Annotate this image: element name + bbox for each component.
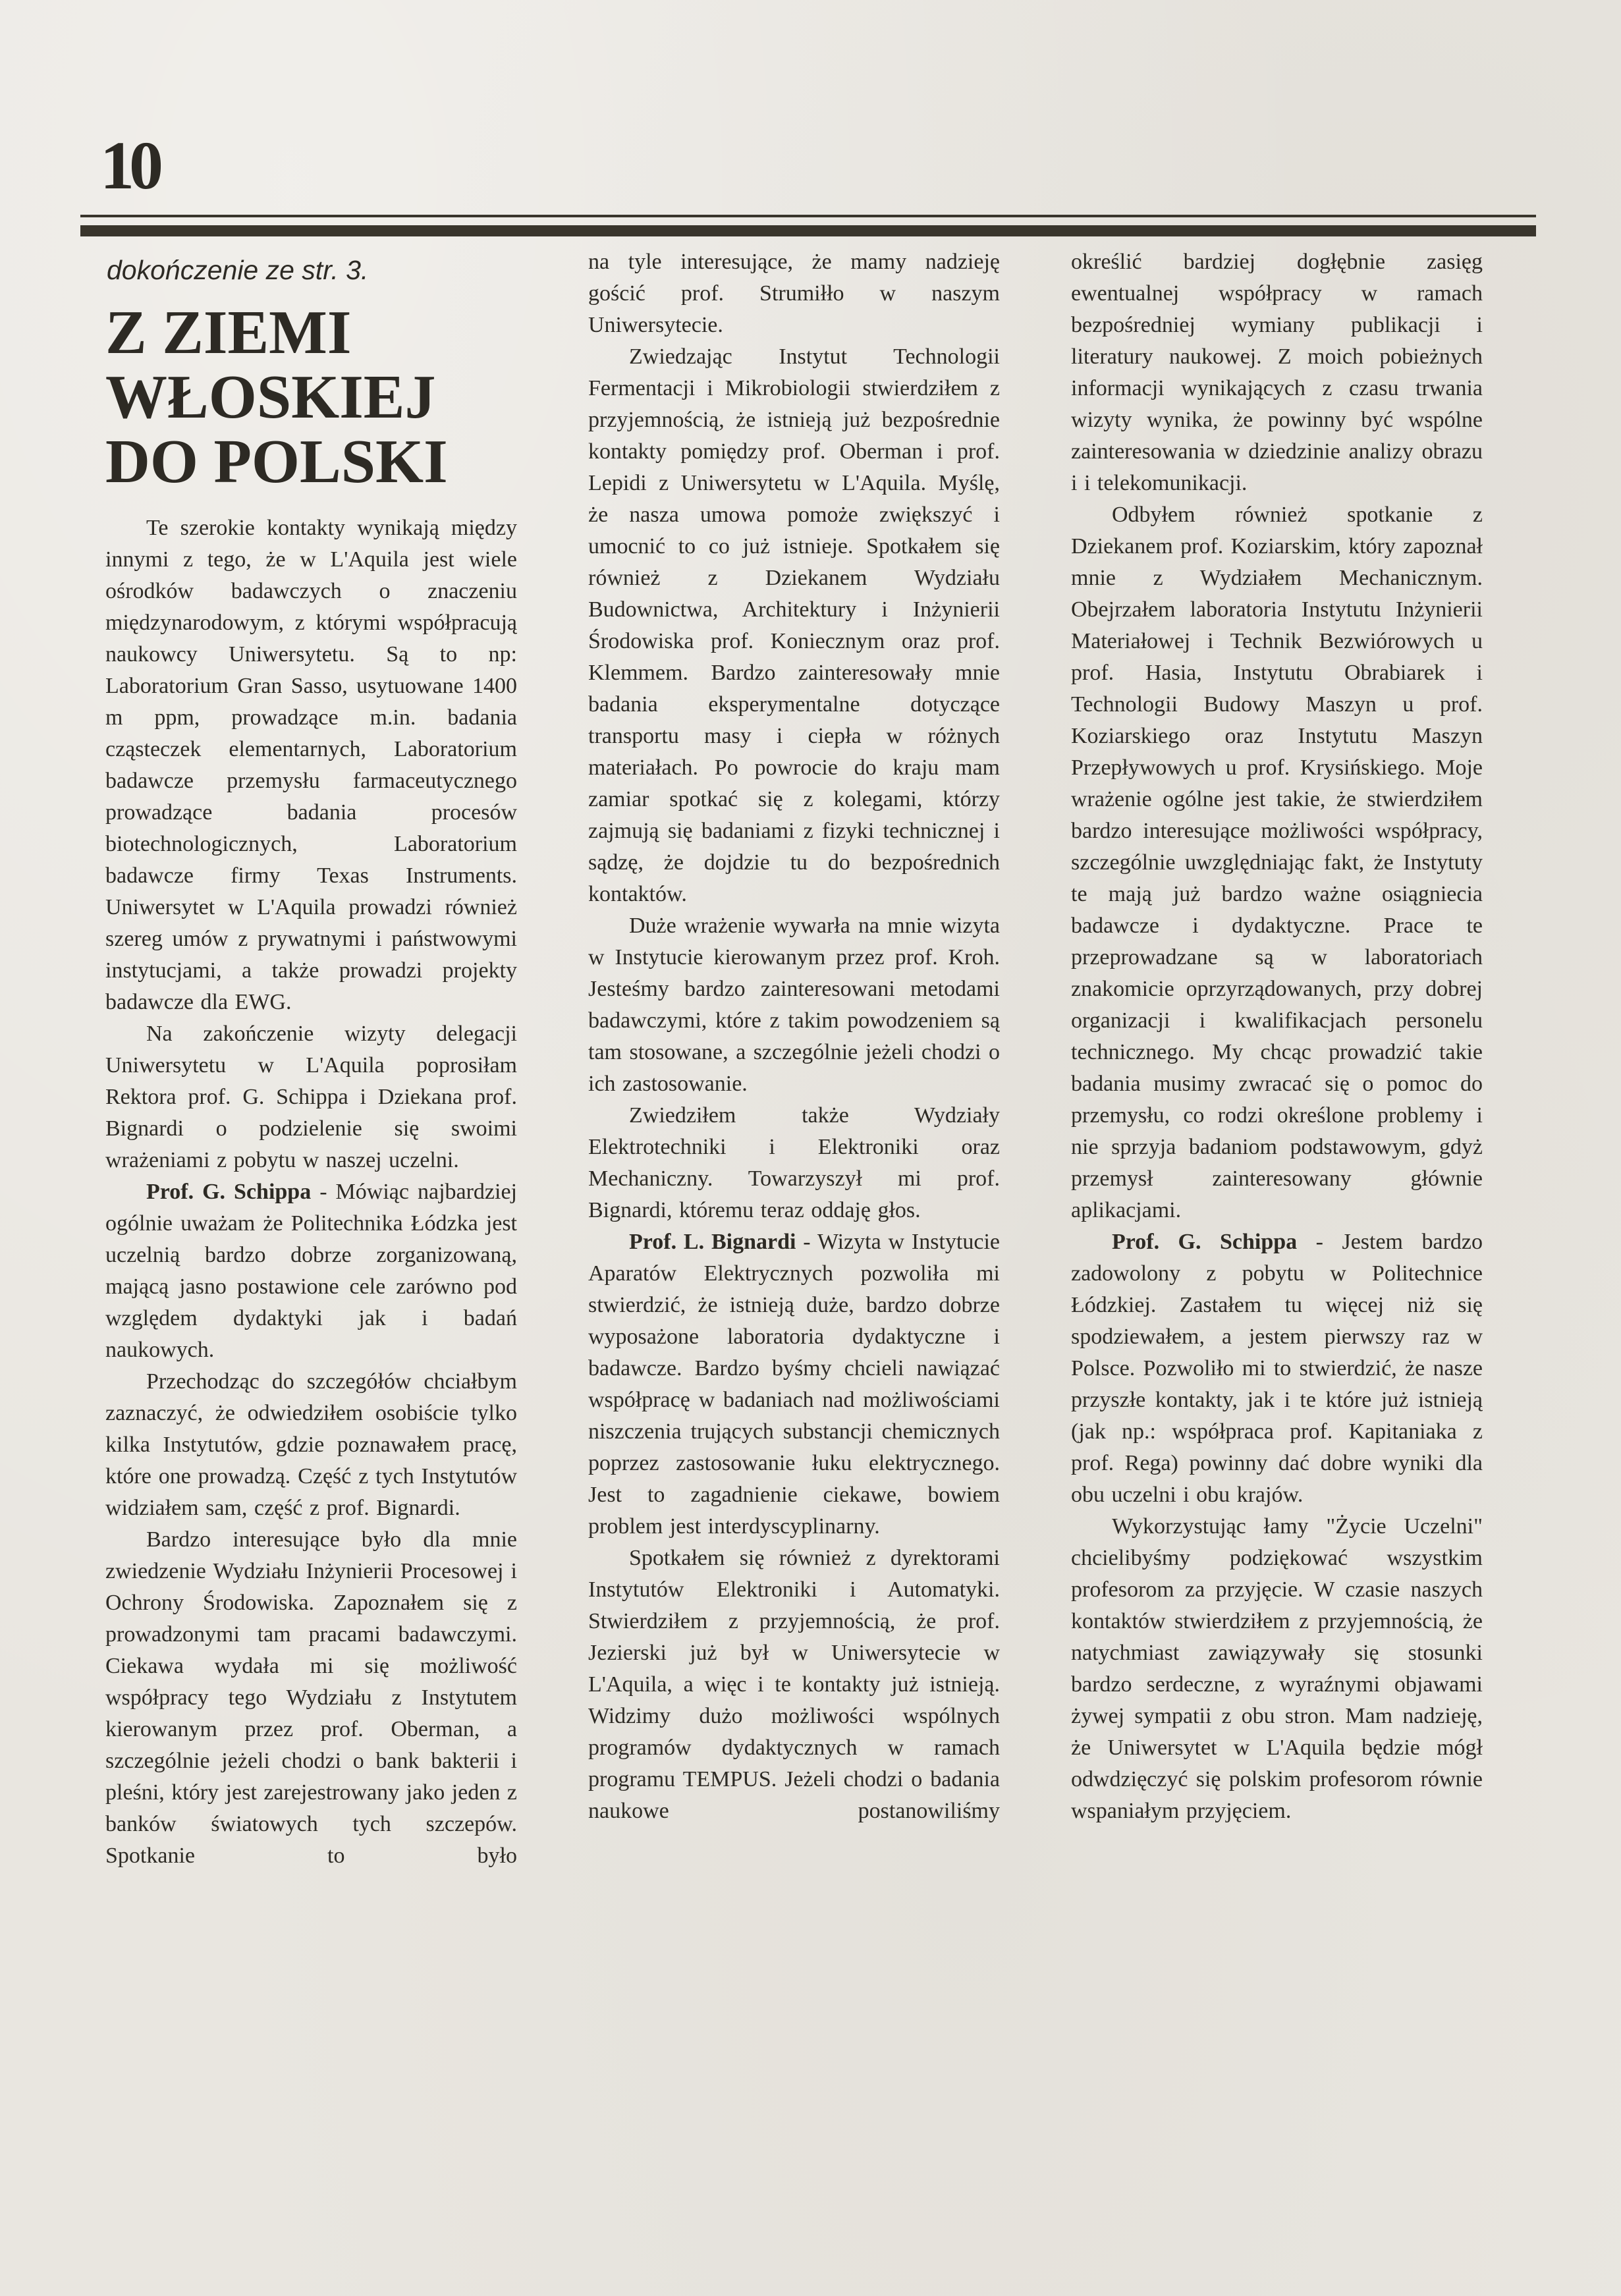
article-column-3 [1071,246,1483,2222]
paragraph: Spotkałem się również z dyrektorami Instytutów Elektroniki i Automatyki. Stwierdziłem z przyjemnością, że prof. Jezierski już był w Uniwersytecie w L'Aquila, a więc i te kontakty już istnieją. Widzimy dużo możliwości wspólnych programów dydaktycznych w ramach programu TEMPUS. Jeżeli chodzi o badania naukowe postanowiliśmy [588,1546,1000,1823]
article-headline: Z ZIEMI WŁOSKIEJ DO POLSKI [105,298,448,496]
continuation-note: dokończenie ze str. 3. [107,255,369,285]
article-columns [105,246,1483,2222]
paragraph: Na zakończenie wizyty delegacji Uniwersytetu w L'Aquila poprosiłam Rektora prof. G. Schippa i Dziekana prof. Bignardi o podzielenie się swoimi wrażeniami z pobytu w naszej uczelni. [105,1022,517,1173]
speaker-name: Prof. G. Schippa [1112,1230,1298,1254]
speaker-name: Prof. L. Bignardi [629,1230,796,1254]
paragraph: określić bardziej dogłębnie zasięg ewentualnej współpracy w ramach bezpośredniej wymiany publikacji i literatury naukowej. Z moich pobieżnych informacji wynikających z czasu trwania wizyty wynika, że powinny być wspólne zainteresowania w dziedzinie analizy obrazu i i telekomunikacji. [1071,250,1483,495]
column-body [588,246,1000,1827]
speaker-name: Prof. G. Schippa [146,1180,312,1205]
paragraph: Zwiedziłem także Wydziały Elektrotechniki i Elektroniki oraz Mechaniczny. Towarzyszył mi prof. Bignardi, któremu teraz oddaję głos. [588,1103,1000,1222]
page-number: 10 [100,128,158,204]
column-body [105,512,517,1872]
paragraph: Prof. G. Schippa - Jestem bardzo zadowolony z pobytu w Politechnice Łódzkiej. Zastałem tu więcej niż się spodziewałem, a jestem pierwszy raz w Polsce. Pozwoliło mi to stwierdzić, że nasze przyszłe kontakty, jak i te które już istnieją (jak np.: współpraca prof. Kapitaniaka z prof. Rega) powinny dać dobre wyniki dla obu uczelni i obu krajów. [1071,1230,1483,1507]
paragraph: na tyle interesujące, że mamy nadzieję gościć prof. Strumiłło w naszym Uniwersytecie. [588,250,1000,337]
column-body [1071,246,1483,1827]
article-column-1 [105,246,517,2222]
paragraph: Bardzo interesujące było dla mnie zwiedzenie Wydziału Inżynierii Procesowej i Ochrony Środowiska. Zapoznałem się z prowadzonymi tam pracami badawczymi. Ciekawa wydała mi się możliwość współpracy tego Wydziału z Instytutem kierowanym przez prof. Oberman, a szczególnie jeżeli chodzi o bank bakterii i pleśni, który jest zarejestrowany jako jeden z banków światowych tych szczepów. Spotkanie to było [105,1527,517,1869]
article-column-2 [588,246,1000,2222]
paragraph: Przechodząc do szczegółów chciałbym zaznaczyć, że odwiedziłem osobiście tylko kilka Instytutów, gdzie poznawałem pracę, które one prowadzą. Część z tych Instytutów widziałem sam, część z prof. Bignardi. [105,1369,517,1521]
header-rule-thin [80,215,1536,217]
paragraph: Te szerokie kontakty wynikają między innymi z tego, że w L'Aquila jest wiele ośrodków badawczych o znaczeniu międzynarodowym, z którymi współpracują naukowcy Uniwersytetu. Są to np: Laboratorium Gran Sasso, usytuowane 1400 m ppm, prowadzące m.in. badania cząsteczek elementarnych, Laboratorium badawcze przemysłu farmaceutycznego prowadzące badania procesów biotechnologicznych, Laboratorium badawcze firmy Texas Instruments. Uniwersytet w L'Aquila prowadzi również szereg umów z prywatnymi i państwowymi instytucjami, a także prowadzi projekty badawcze dla EWG. [105,516,517,1015]
paragraph: Prof. L. Bignardi - Wizyta w Instytucie Aparatów Elektrycznych pozwoliła mi stwierdzić, że istnieją duże, bardzo dobrze wyposażone laboratoria dydaktyczne i badawcze. Bardzo byśmy chcieli nawiązać współpracę w badaniach nad możliwościami niszczenia trujących substancji chemicznych poprzez zastosowanie łuku elektrycznego. Jest to zagadnienie ciekawe, bowiem problem jest interdyscyplinarny. [588,1230,1000,1539]
paragraph: Zwiedzając Instytut Technologii Fermentacji i Mikrobiologii stwierdziłem z przyjemnością, że istnieją już bezpośrednie kontakty pomiędzy prof. Oberman i prof. Lepidi z Uniwersytetu w L'Aquila. Myślę, że nasza umowa pomoże zwiększyć i umocnić to co już istnieje. Spotkałem się również z Dziekanem Wydziału Budownictwa, Architektury i Inżynierii Środowiska prof. Koniecznym oraz prof. Klemmem. Bardzo zainteresowały mnie badania eksperymentalne dotyczące transportu masy i ciepła w różnych materiałach. Po powrocie do kraju mam zamiar spotkać się z kolegami, którzy zajmują się badaniami z fizyki technicznej i sądzę, że dojdzie tu do bezpośrednich kontaktów. [588,344,1000,906]
paragraph: Wykorzystując łamy "Życie Uczelni" chcielibyśmy podziękować wszystkim profesorom za przyjęcie. W czasie naszych kontaktów stwierdziłem z przyjemnością, że natychmiast zawiązywały się stosunki bardzo serdeczne, z wyraźnymi objawami żywej sympatii z obu stron. Mam nadzieję, że Uniwersytet w L'Aquila będzie mógł odwdzięczyć się polskim profesorom równie wspaniałym przyjęciem. [1071,1514,1483,1823]
paragraph: Prof. G. Schippa - Mówiąc najbardziej ogólnie uważam że Politechnika Łódzka jest uczelnią bardzo dobrze zorganizowaną, mającą jasno postawione cele zarówno pod względem dydaktyki jak i badań naukowych. [105,1180,517,1363]
paragraph: Duże wrażenie wywarła na mnie wizyta w Instytucie kierowanym przez prof. Kroh. Jesteśmy bardzo zainteresowani metodami badawczymi, które z takim powodzeniem są tam stosowane, a szczególnie jeżeli chodzi o ich zastosowanie. [588,914,1000,1096]
header-rule-thick [80,225,1536,236]
paragraph: Odbyłem również spotkanie z Dziekanem prof. Koziarskim, który zapoznał mnie z Wydziałem Mechanicznym. Obejrzałem laboratoria Instytutu Inżynierii Materiałowej i Technik Bezwiórowych u prof. Hasia, Instytutu Obrabiarek i Technologii Budowy Maszyn u prof. Koziarskiego oraz Instytutu Maszyn Przepływowych u prof. Krysińskiego. Moje wrażenie ogólne jest takie, że stwierdziłem bardzo interesujące możliwości współpracy, szczególnie uwzględniając fakt, że Instytuty te mają już bardzo ważne osiągniecia badawcze i dydaktyczne. Prace te przeprowadzane są w laboratoriach znakomicie oprzyrządowanych, przy dobrej organizacji i kwalifikacjach personelu technicznego. My chcąc prowadzić takie badania musimy zwracać się o pomoc do przemysłu, co rodzi określone problemy i nie sprzyja badaniom podstawowym, gdyż przemysł zainteresowany głównie aplikacjami. [1071,503,1483,1222]
